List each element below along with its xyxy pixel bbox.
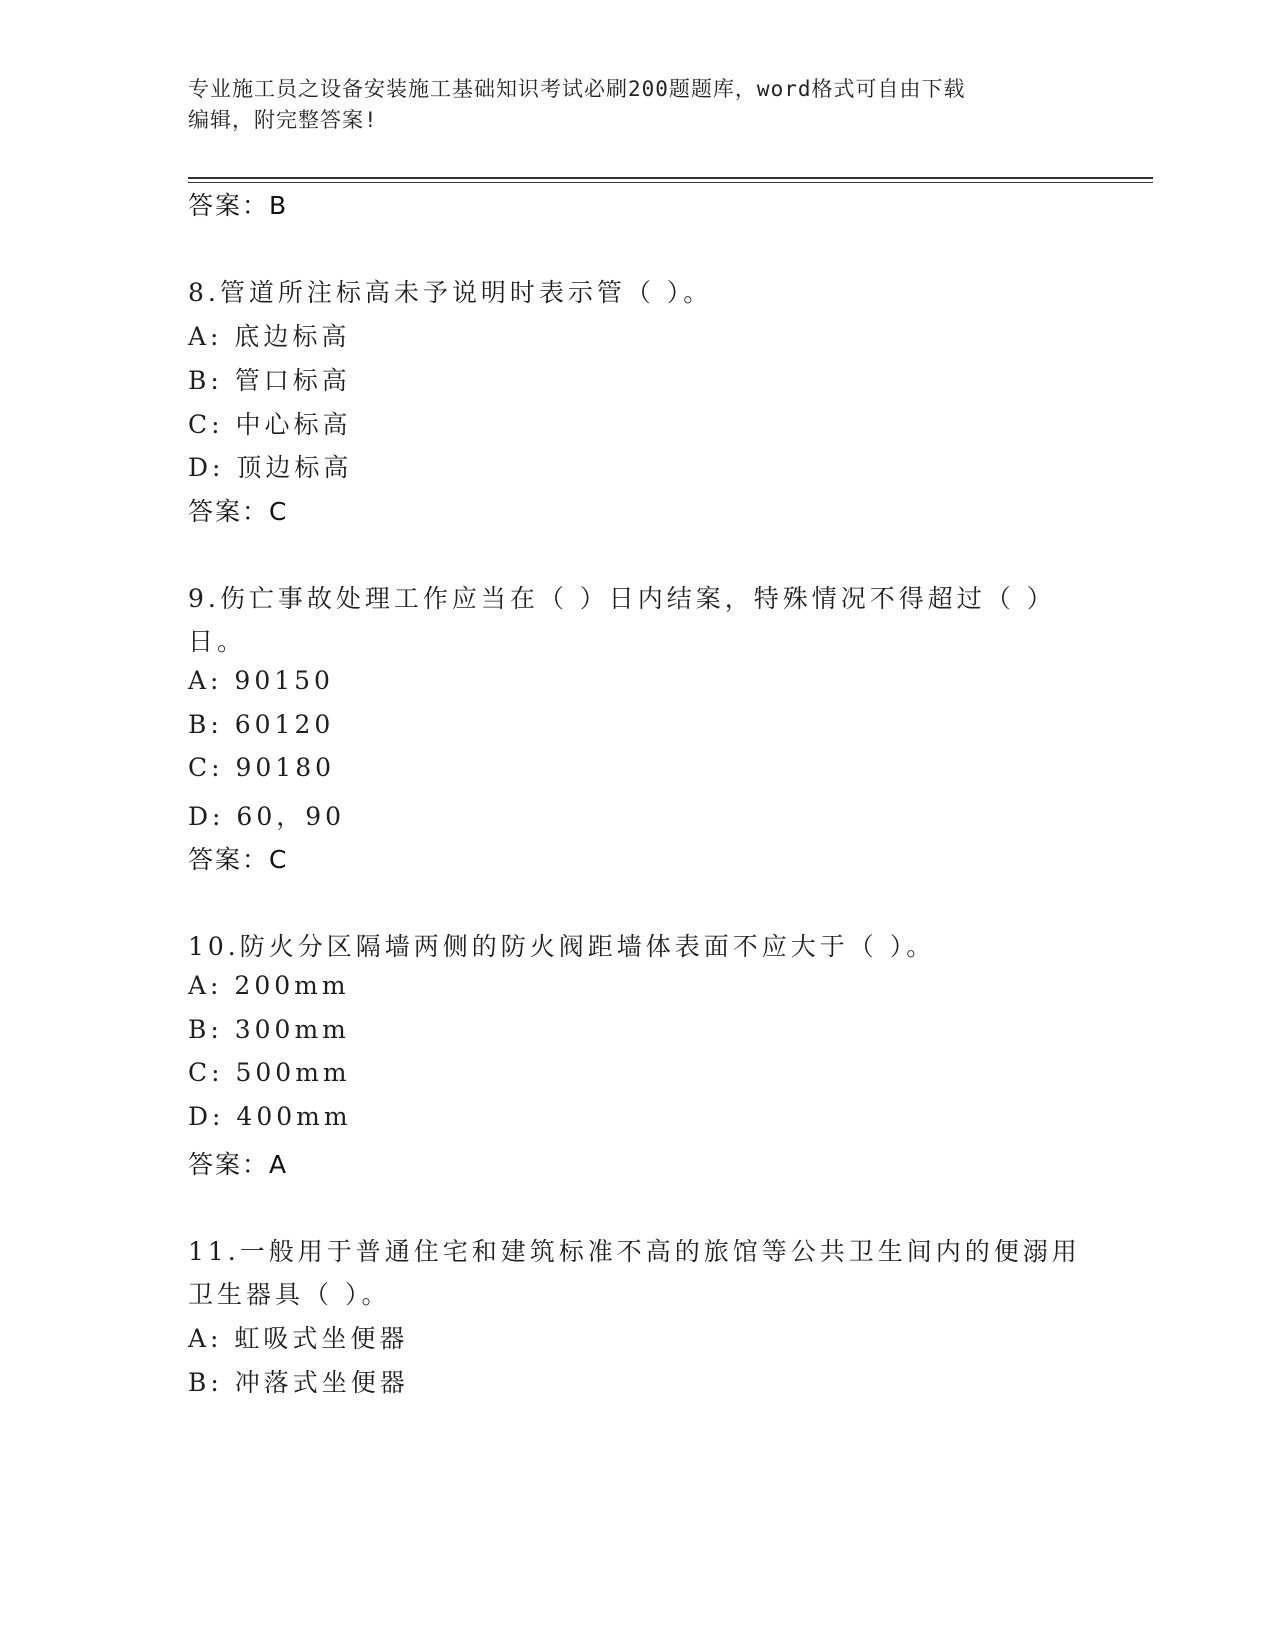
option-a: A: 90150 [188, 666, 334, 695]
answer-line: 答案：B [188, 191, 289, 220]
option-c: C: 中心标高 [188, 410, 352, 439]
option-b: B: 冲落式坐便器 [188, 1368, 409, 1397]
question-stem-continued: 卫生器具（ ）。 [188, 1280, 391, 1309]
option-c: C: 90180 [188, 753, 336, 782]
answer-line: 答案：C [188, 845, 289, 874]
page-header [188, 74, 1088, 136]
header-line-1: 专业施工员之设备安装施工基础知识考试必刷200题题库，word格式可自由下载 [188, 77, 966, 101]
option-a: A: 底边标高 [188, 322, 351, 351]
option-d: D: 60，90 [188, 802, 346, 831]
header-rule-thin [188, 182, 1153, 183]
option-a: A: 200mm [188, 971, 350, 1000]
answer-line: 答案：A [188, 1150, 289, 1179]
option-c: C: 500mm [188, 1058, 351, 1087]
option-b: B: 60120 [188, 710, 335, 739]
question-stem: 11.一般用于普通住宅和建筑标准不高的旅馆等公共卫生间内的便溺用 [188, 1237, 1081, 1266]
option-b: B: 300mm [188, 1015, 350, 1044]
option-a: A: 虹吸式坐便器 [188, 1324, 409, 1353]
header-rule-thick [188, 177, 1153, 179]
question-stem: 10.防火分区隔墙两侧的防火阀距墙体表面不应大于（ ）。 [188, 932, 936, 961]
header-line-2: 编辑，附完整答案! [188, 108, 378, 132]
answer-line: 答案：C [188, 497, 289, 526]
option-d: D: 400mm [188, 1102, 352, 1131]
question-stem-continued: 日。 [188, 627, 247, 656]
option-b: B: 管口标高 [188, 366, 351, 395]
option-d: D: 顶边标高 [188, 453, 353, 482]
question-stem: 9.伤亡事故处理工作应当在（ ）日内结案，特殊情况不得超过（ ） [188, 584, 1056, 613]
question-stem: 8.管道所注标高未予说明时表示管（ ）。 [188, 278, 713, 307]
